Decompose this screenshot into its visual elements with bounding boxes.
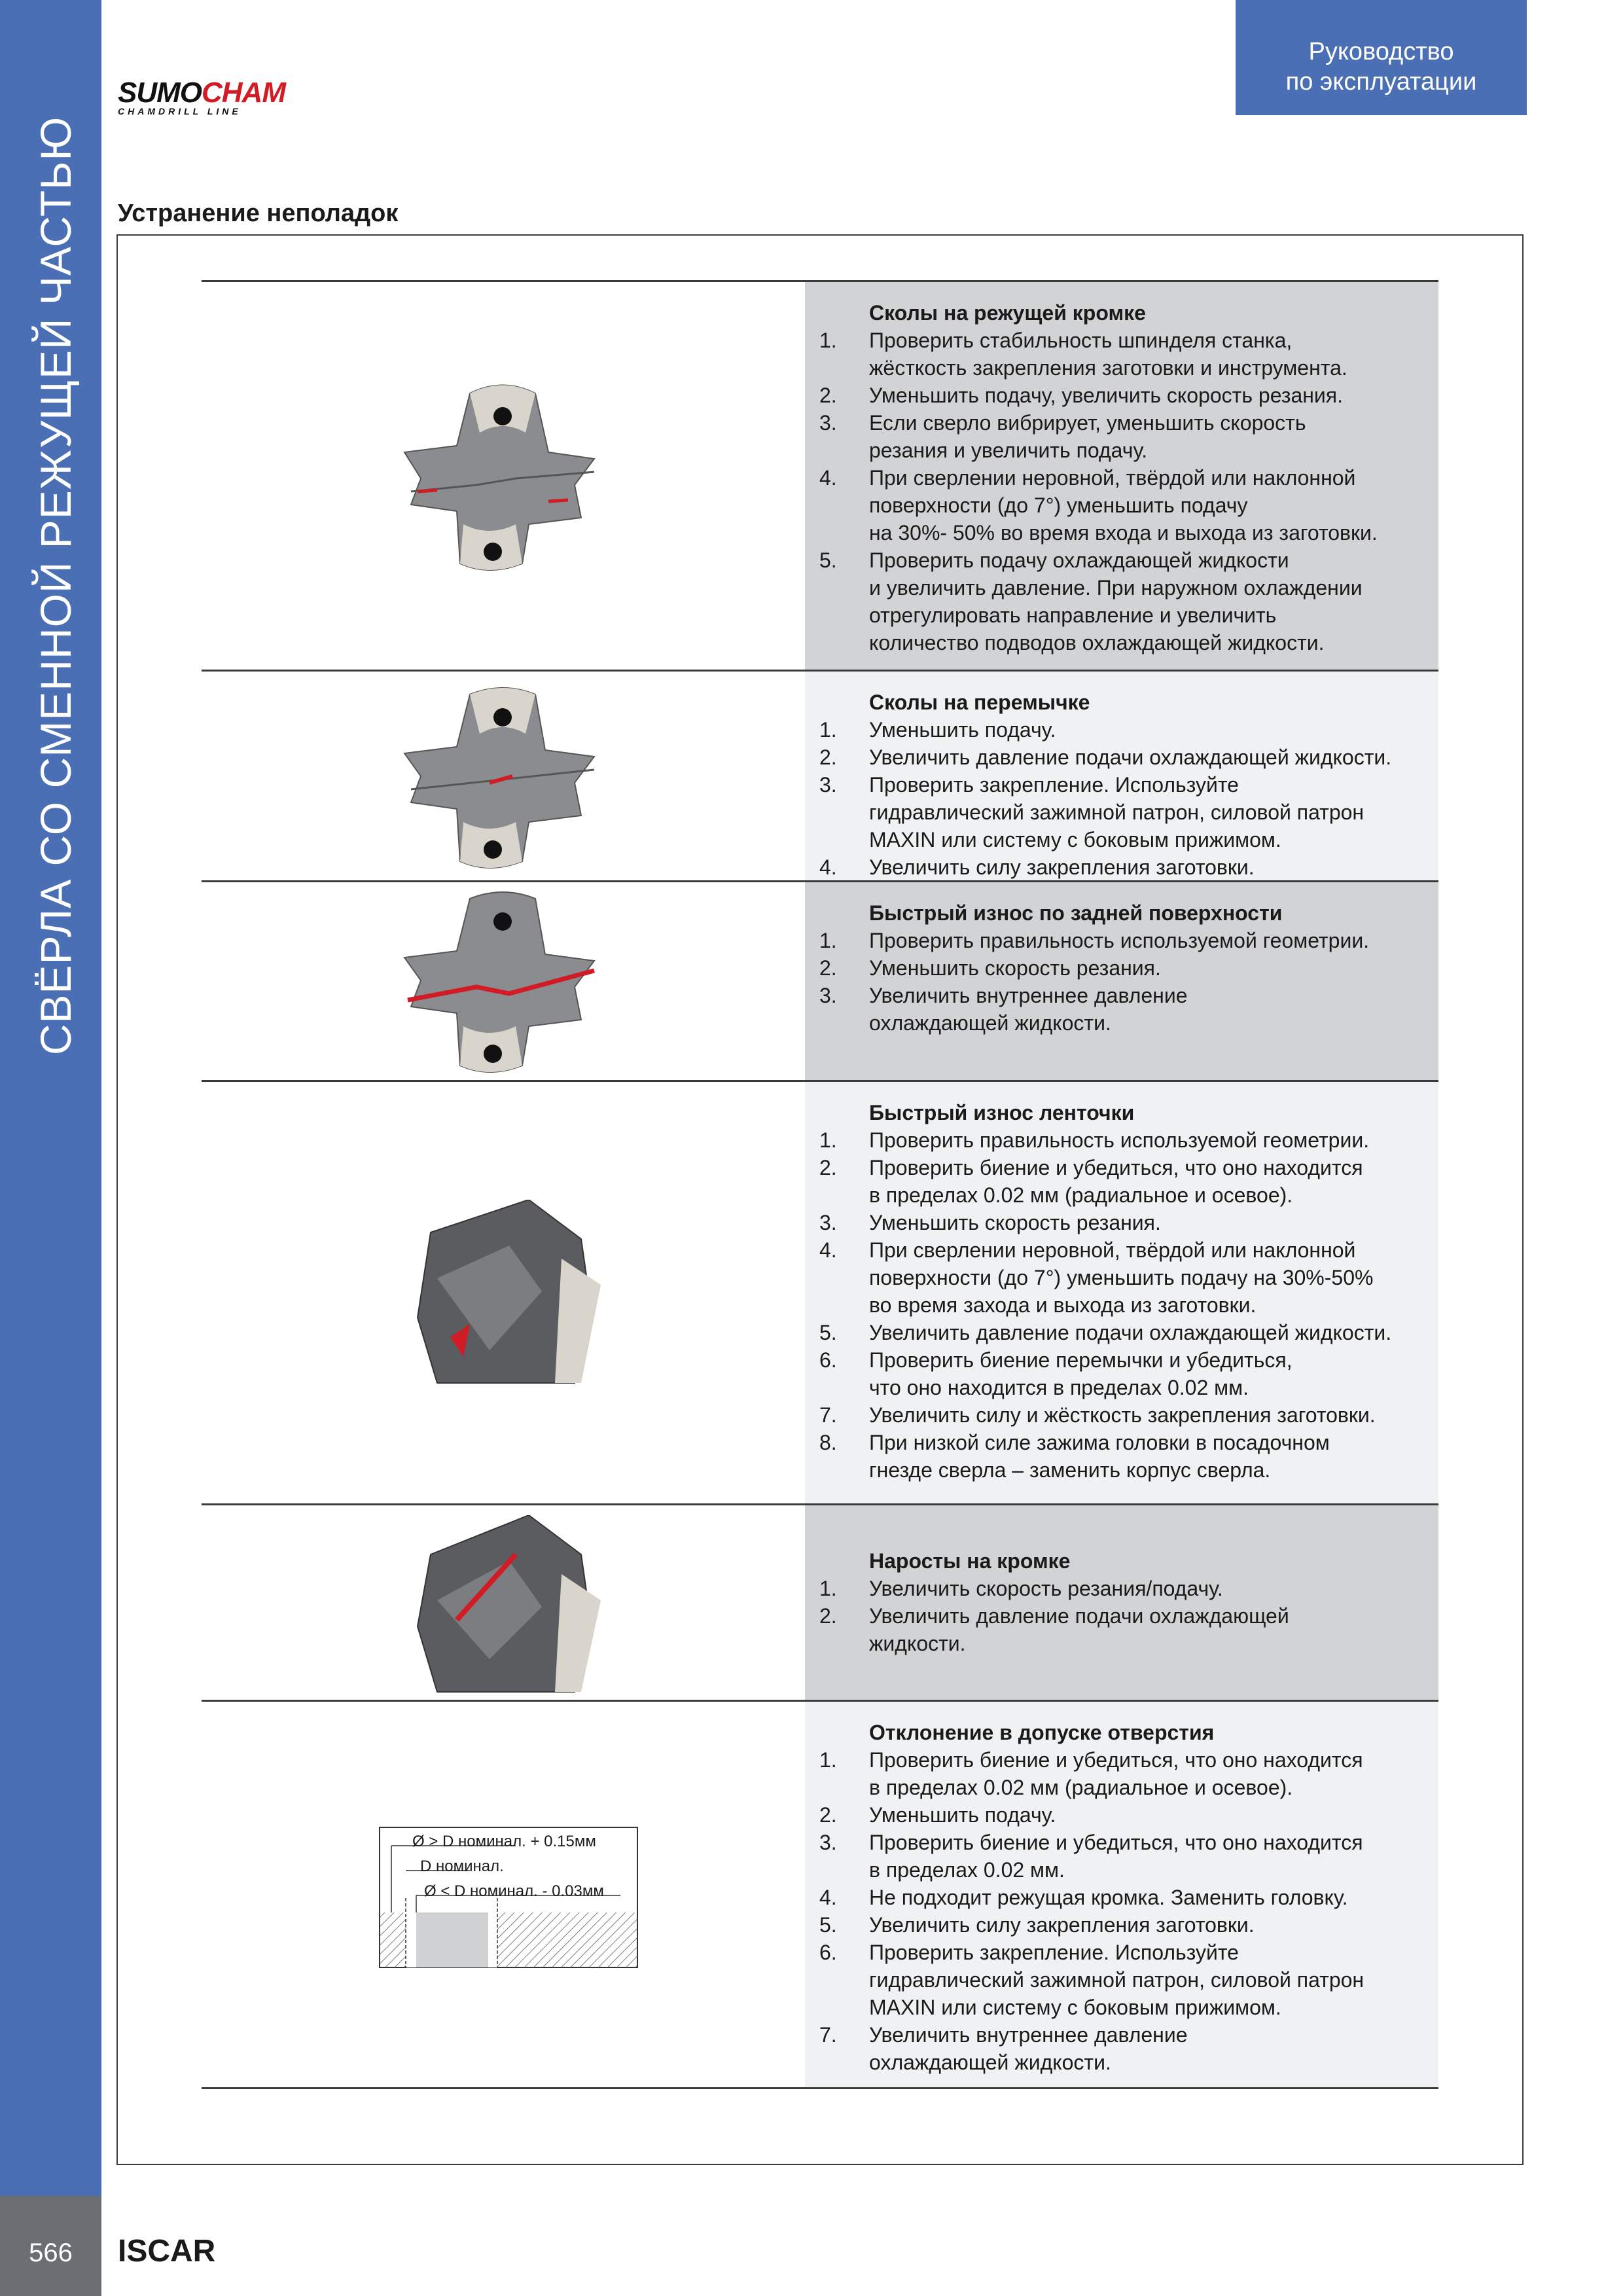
step-number: 1. xyxy=(819,1577,837,1600)
step-number: 2. xyxy=(819,384,837,407)
issue-title: Быстрый износ по задней поверхности xyxy=(869,901,1283,925)
step-number: 3. xyxy=(819,1831,837,1854)
list-item xyxy=(805,1939,1432,2021)
step-text: При низкой силе зажима головки в посадочном xyxy=(869,1431,1330,1454)
step-number: 4. xyxy=(819,855,837,879)
step-number: 2. xyxy=(819,745,837,769)
logo-subtitle: CHAMDRILL LINE xyxy=(118,106,241,117)
step-number: 3. xyxy=(819,411,837,435)
tolerance-min-label: Ø < D номинал. - 0.03мм xyxy=(424,1882,604,1900)
manual-badge-line2: по эксплуатации xyxy=(1285,68,1477,96)
step-number: 1. xyxy=(819,929,837,952)
step-text: жидкости. xyxy=(869,1632,966,1655)
list-item xyxy=(805,1829,1432,1884)
step-text: охлаждающей жидкости. xyxy=(869,1011,1111,1035)
step-number: 3. xyxy=(819,773,837,797)
list-item xyxy=(805,927,1432,954)
logo-part-sumo: SUMO xyxy=(118,77,202,109)
steps-list xyxy=(805,327,1432,656)
step-number: 8. xyxy=(819,1431,837,1454)
step-text: Уменьшить скорость резания. xyxy=(869,1211,1161,1234)
row-image-cell xyxy=(202,1082,805,1503)
step-text: отрегулировать направление и увеличить xyxy=(869,603,1277,627)
step-text: Уменьшить подачу. xyxy=(869,718,1056,742)
step-text: Увеличить давление подачи охлаждающей xyxy=(869,1604,1289,1628)
steps-list xyxy=(805,1575,1432,1657)
logo-wordmark xyxy=(118,79,321,107)
step-number: 3. xyxy=(819,984,837,1007)
list-item xyxy=(805,1154,1432,1209)
drill-head-flank-wear-illustration xyxy=(398,889,607,1079)
drill-built-up-edge-illustration xyxy=(411,1515,607,1698)
step-number: 2. xyxy=(819,1803,837,1827)
step-text: количество подводов охлаждающей жидкости. xyxy=(869,631,1325,655)
issue-title: Наросты на кромке xyxy=(869,1549,1071,1573)
step-text: Увеличить скорость резания/подачу. xyxy=(869,1577,1223,1600)
row-image-cell xyxy=(202,282,805,670)
step-text: поверхности (до 7°) уменьшить подачу на 30%-50% xyxy=(869,1266,1374,1289)
list-item xyxy=(805,744,1432,771)
issue-title: Сколы на режущей кромке xyxy=(869,301,1146,325)
sumocham-logo xyxy=(118,79,321,118)
table-row xyxy=(202,1503,1438,1700)
step-text: Проверить правильность используемой геометрии. xyxy=(869,1128,1370,1152)
drill-margin-wear-illustration xyxy=(411,1200,607,1390)
steps-list xyxy=(805,927,1432,1037)
list-item xyxy=(805,382,1432,409)
step-text: Если сверло вибрирует, уменьшить скорость xyxy=(869,411,1306,435)
table-row xyxy=(202,280,1438,670)
list-item xyxy=(805,409,1432,464)
step-text: в пределах 0.02 мм (радиальное и осевое). xyxy=(869,1183,1293,1207)
step-text: Проверить стабильность шпинделя станка, xyxy=(869,329,1293,352)
list-item xyxy=(805,1429,1432,1484)
step-text: Проверить закрепление. Используйте xyxy=(869,773,1239,797)
step-text: в пределах 0.02 мм. xyxy=(869,1858,1065,1882)
drill-head-edge-chipping-illustration xyxy=(398,380,607,577)
issue-title: Отклонение в допуске отверстия xyxy=(869,1721,1215,1744)
side-title-text: СВЁРЛА СО СМЕННОЙ РЕЖУЩЕЙ ЧАСТЬЮ xyxy=(31,116,80,1056)
step-text: Уменьшить подачу. xyxy=(869,1803,1056,1827)
hole-tolerance-diagram xyxy=(378,1826,640,1970)
step-number: 3. xyxy=(819,1211,837,1234)
step-text: во время захода и выхода из заготовки. xyxy=(869,1293,1257,1317)
step-number: 5. xyxy=(819,1913,837,1937)
row-text-cell xyxy=(805,1702,1438,2087)
step-number: 6. xyxy=(819,1941,837,1964)
step-text: гнезде сверла – заменить корпус сверла. xyxy=(869,1458,1271,1482)
step-text: и увеличить давление. При наружном охлаждении xyxy=(869,576,1363,600)
step-text: резания и увеличить подачу. xyxy=(869,439,1148,462)
issue-title: Быстрый износ ленточки xyxy=(869,1101,1135,1124)
list-item xyxy=(805,853,1432,881)
step-text: MAXIN или систему с боковым прижимом. xyxy=(869,1996,1281,2019)
step-text: При сверлении неровной, твёрдой или наклонной xyxy=(869,466,1356,490)
step-text: на 30%- 50% во время входа и выхода из заготовки. xyxy=(869,521,1378,545)
step-number: 7. xyxy=(819,1403,837,1427)
step-number: 4. xyxy=(819,1886,837,1909)
step-text: поверхности (до 7°) уменьшить подачу xyxy=(869,493,1248,517)
step-text: Увеличить давление подачи охлаждающей жидкости. xyxy=(869,745,1392,769)
list-item xyxy=(805,547,1432,656)
step-text: Увеличить силу и жёсткость закрепления заготовки. xyxy=(869,1403,1376,1427)
step-text: жёсткость закрепления заготовки и инструмента. xyxy=(869,356,1347,380)
step-text: гидравлический зажимной патрон, силовой патрон xyxy=(869,800,1364,824)
step-number: 4. xyxy=(819,466,837,490)
row-text-cell xyxy=(805,1505,1438,1700)
step-text: Проверить биение и убедиться, что оно находится xyxy=(869,1748,1363,1772)
step-number: 5. xyxy=(819,1321,837,1344)
step-number: 2. xyxy=(819,1604,837,1628)
row-text-cell xyxy=(805,882,1438,1080)
step-text: в пределах 0.02 мм (радиальное и осевое). xyxy=(869,1776,1293,1799)
list-item xyxy=(805,1911,1432,1939)
step-text: Увеличить силу закрепления заготовки. xyxy=(869,855,1255,879)
page-number: 566 xyxy=(29,2238,73,2267)
table-row xyxy=(202,880,1438,1080)
table-row xyxy=(202,1080,1438,1503)
step-text: Увеличить внутреннее давление xyxy=(869,2023,1188,2047)
row-text-cell xyxy=(805,282,1438,670)
list-item xyxy=(805,1602,1432,1657)
row-image-cell xyxy=(202,882,805,1080)
steps-list xyxy=(805,1126,1432,1484)
footer-brand: ISCAR xyxy=(118,2234,216,2269)
step-text: Не подходит режущая кромка. Заменить головку. xyxy=(869,1886,1348,1909)
tolerance-nominal-label: D номинал. xyxy=(420,1857,504,1875)
step-text: Проверить биение перемычки и убедиться, xyxy=(869,1348,1293,1372)
manual-badge-line1: Руководство xyxy=(1308,38,1454,65)
list-item xyxy=(805,1401,1432,1429)
step-text: Проверить биение и убедиться, что оно находится xyxy=(869,1156,1363,1179)
list-item xyxy=(805,2021,1432,2076)
list-item xyxy=(805,1126,1432,1154)
step-number: 2. xyxy=(819,1156,837,1179)
step-number: 1. xyxy=(819,1128,837,1152)
table-row xyxy=(202,670,1438,880)
step-text: Уменьшить скорость резания. xyxy=(869,956,1161,980)
step-text: При сверлении неровной, твёрдой или наклонной xyxy=(869,1238,1356,1262)
step-number: 6. xyxy=(819,1348,837,1372)
list-item xyxy=(805,716,1432,744)
list-item xyxy=(805,1236,1432,1319)
issue-title: Сколы на перемычке xyxy=(869,691,1090,714)
row-image-cell xyxy=(202,1505,805,1700)
row-text-cell xyxy=(805,672,1438,880)
step-text: что оно находится в пределах 0.02 мм. xyxy=(869,1376,1249,1399)
step-number: 4. xyxy=(819,1238,837,1262)
steps-list xyxy=(805,1746,1432,2076)
list-item xyxy=(805,1346,1432,1401)
list-item xyxy=(805,1801,1432,1829)
step-text: Увеличить давление подачи охлаждающей жидкости. xyxy=(869,1321,1392,1344)
step-text: гидравлический зажимной патрон, силовой патрон xyxy=(869,1968,1364,1992)
section-title: Устранение неполадок xyxy=(118,200,399,227)
step-text: Увеличить внутреннее давление xyxy=(869,984,1188,1007)
step-text: Проверить подачу охлаждающей жидкости xyxy=(869,548,1289,572)
tolerance-max-label: Ø > D номинал. + 0.15мм xyxy=(412,1833,596,1850)
list-item xyxy=(805,1575,1432,1602)
step-text: Проверить правильность используемой геометрии. xyxy=(869,929,1370,952)
step-text: Уменьшить подачу, увеличить скорость резания. xyxy=(869,384,1344,407)
steps-list xyxy=(805,716,1432,881)
step-number: 5. xyxy=(819,548,837,572)
step-text: MAXIN или систему с боковым прижимом. xyxy=(869,828,1281,852)
step-number: 2. xyxy=(819,956,837,980)
manual-badge xyxy=(1236,0,1527,115)
logo-part-cham: CHAM xyxy=(202,77,285,109)
step-number: 1. xyxy=(819,1748,837,1772)
list-item xyxy=(805,327,1432,382)
row-image-cell xyxy=(202,672,805,880)
step-number: 7. xyxy=(819,2023,837,2047)
list-item xyxy=(805,954,1432,982)
step-number: 1. xyxy=(819,718,837,742)
list-item xyxy=(805,982,1432,1037)
step-number: 1. xyxy=(819,329,837,352)
drill-head-center-chipping-illustration xyxy=(398,685,607,874)
row-image-cell xyxy=(202,1702,805,2087)
list-item xyxy=(805,771,1432,853)
step-text: Проверить биение и убедиться, что оно находится xyxy=(869,1831,1363,1854)
list-item xyxy=(805,1209,1432,1236)
list-item xyxy=(805,1319,1432,1346)
list-item xyxy=(805,1884,1432,1911)
row-text-cell xyxy=(805,1082,1438,1503)
step-text: Проверить закрепление. Используйте xyxy=(869,1941,1239,1964)
step-text: охлаждающей жидкости. xyxy=(869,2051,1111,2074)
step-text: Увеличить силу закрепления заготовки. xyxy=(869,1913,1255,1937)
table-row xyxy=(202,1700,1438,2089)
list-item xyxy=(805,1746,1432,1801)
list-item xyxy=(805,464,1432,547)
